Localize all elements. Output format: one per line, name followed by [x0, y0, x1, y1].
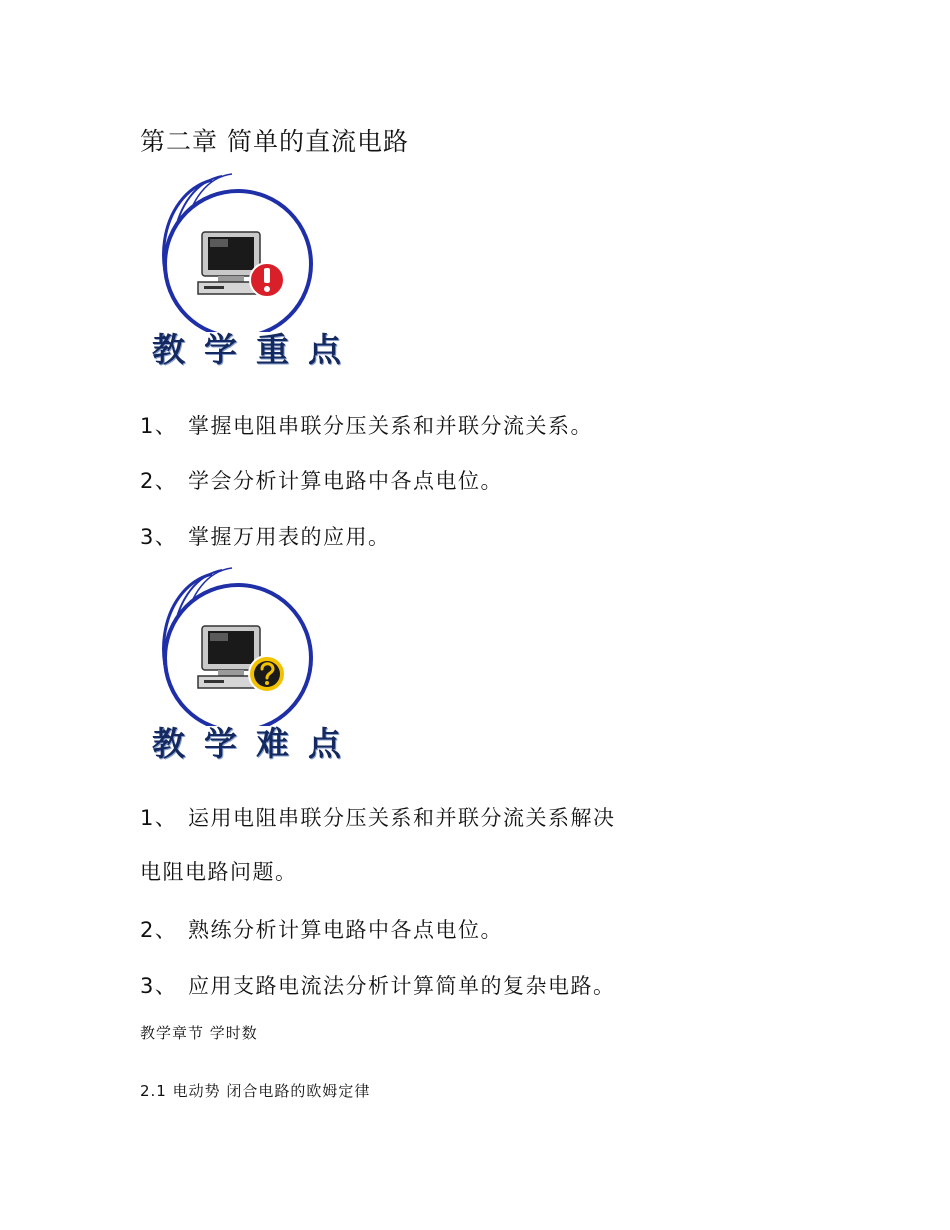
key-point-1 — [140, 410, 593, 440]
difficult-points-caption: 教学难点 — [152, 724, 360, 763]
key-point-2-number: 2、 — [140, 469, 178, 493]
section-line: 2.1 电动势 闭合电路的欧姆定律 — [140, 1082, 371, 1100]
key-point-3-number: 3、 — [140, 525, 178, 549]
key-point-3-text: 掌握万用表的应用。 — [188, 525, 391, 549]
key-point-2 — [140, 465, 503, 495]
difficult-point-1-text: 运用电阻串联分压关系和并联分流关系解决 — [188, 806, 616, 830]
difficult-point-3-text: 应用支路电流法分析计算简单的复杂电路。 — [188, 974, 616, 998]
difficult-point-3 — [140, 970, 616, 1000]
difficult-point-1-continuation: 电阻电路问题。 — [140, 860, 298, 884]
computer-exclamation-icon — [140, 172, 350, 332]
key-point-1-text: 掌握电阻串联分压关系和并联分流关系。 — [188, 414, 593, 438]
key-point-3 — [140, 521, 391, 551]
difficult-point-2 — [140, 914, 503, 944]
chapter-title: 第二章 简单的直流电路 — [140, 127, 409, 156]
key-point-2-text: 学会分析计算电路中各点电位。 — [188, 469, 503, 493]
difficult-point-1 — [140, 802, 616, 832]
difficult-point-2-text: 熟练分析计算电路中各点电位。 — [188, 918, 503, 942]
difficult-points-badge — [140, 566, 360, 766]
key-point-1-number: 1、 — [140, 414, 178, 438]
difficult-point-2-number: 2、 — [140, 918, 178, 942]
difficult-point-3-number: 3、 — [140, 974, 178, 998]
computer-question-icon — [140, 566, 350, 726]
key-points-caption: 教学重点 — [152, 330, 360, 369]
schedule-header: 教学章节 学时数 — [140, 1024, 258, 1042]
key-points-badge — [140, 172, 360, 372]
difficult-point-1-number: 1、 — [140, 806, 178, 830]
